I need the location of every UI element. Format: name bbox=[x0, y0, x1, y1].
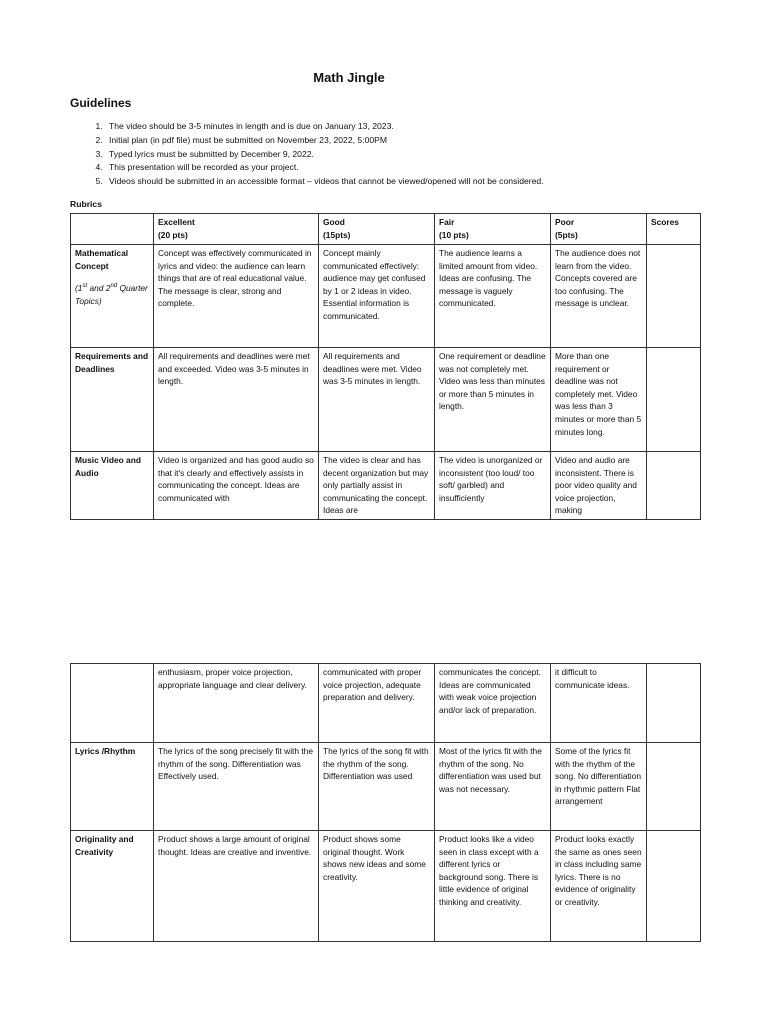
cell-score bbox=[647, 348, 701, 452]
subtitle-sup: st bbox=[82, 283, 88, 290]
row-category bbox=[71, 664, 154, 743]
cell-poor: Some of the lyrics fit with the rhythm of the song. No differentiation in rhythmic pattern Flat arrangement bbox=[551, 743, 647, 831]
rubrics-label: Rubrics bbox=[70, 199, 102, 209]
header-points: (15pts) bbox=[323, 229, 351, 240]
table-row bbox=[71, 348, 701, 452]
cell-good: The video is clear and has decent organization but may only partially assist in communicating the concept. Ideas are bbox=[319, 452, 435, 520]
cell-fair: Product looks like a video seen in class except with a different lyrics or background song. There is little evidence of original thinking and creativity. bbox=[435, 831, 551, 942]
header-cell-empty bbox=[71, 214, 154, 245]
row-category bbox=[71, 245, 154, 348]
cell-poor: More than one requirement or deadline was not completely met. Video was less than 3 minutes or more than 5 minutes long. bbox=[551, 348, 647, 452]
cell-score bbox=[647, 664, 701, 743]
cell-score bbox=[647, 245, 701, 348]
rubric-table-part-1 bbox=[70, 213, 701, 520]
header-cell-scores bbox=[647, 214, 701, 245]
table-header-row bbox=[71, 214, 701, 245]
header-name: Scores bbox=[651, 217, 679, 227]
cell-fair: The video is unorganized or inconsistent (too loud/ too soft/ garbled) and insufficiently bbox=[435, 452, 551, 520]
guideline-item: 4. This presentation will be recorded as your project. bbox=[105, 161, 544, 175]
guidelines-heading: Guidelines bbox=[70, 96, 132, 110]
cell-poor: The audience does not learn from the video. Concepts covered are too confusing. The message is unclear. bbox=[551, 245, 647, 348]
cell-good: Concept mainly communicated effectively: audience may get confused by 1 or 2 ideas in video. Essential information is communicated. bbox=[319, 245, 435, 348]
category-subtitle: (1st and 2nd Quarter Topics) bbox=[75, 283, 148, 306]
row-category: Originality and Creativity bbox=[71, 831, 154, 942]
header-name: Fair bbox=[439, 217, 455, 227]
cell-excellent: Concept was effectively communicated in lyrics and video: the audience can learn things that are of real educational value. The message is clear, strong and complete. bbox=[154, 245, 319, 348]
subtitle-part: and 2 bbox=[87, 283, 111, 294]
cell-good: communicated with proper voice projection, adequate preparation and delivery. bbox=[319, 664, 435, 743]
table-row bbox=[71, 831, 701, 942]
header-cell-fair bbox=[435, 214, 551, 245]
subtitle-part: 1 bbox=[77, 283, 83, 294]
guidelines-list bbox=[85, 120, 544, 189]
guideline-item: 2. Initial plan (in pdf file) must be submitted on November 23, 2022, 5:00PM bbox=[105, 134, 544, 148]
row-category: Lyrics /Rhythm bbox=[71, 743, 154, 831]
cell-fair: communicates the concept. Ideas are communicated with weak voice projection and/or lack of preparation. bbox=[435, 664, 551, 743]
header-name: Poor bbox=[555, 217, 575, 227]
header-name: Good bbox=[323, 217, 345, 227]
header-points: (10 pts) bbox=[439, 229, 469, 240]
subtitle-sup: nd bbox=[110, 283, 118, 290]
row-category: Requirements and Deadlines bbox=[71, 348, 154, 452]
cell-good: Product shows some original thought. Work shows new ideas and some creativity. bbox=[319, 831, 435, 942]
cell-good: The lyrics of the song fit with the rhythm of the song. Differentiation was used bbox=[319, 743, 435, 831]
row-category: Music Video and Audio bbox=[71, 452, 154, 520]
cell-score bbox=[647, 743, 701, 831]
cell-score bbox=[647, 452, 701, 520]
cell-fair: One requirement or deadline was not completely met. Video was less than minutes or more than 5 minutes in length. bbox=[435, 348, 551, 452]
cell-excellent: Product shows a large amount of original thought. Ideas are creative and inventive. bbox=[154, 831, 319, 942]
cell-fair: Most of the lyrics fit with the rhythm of the song. No differentiation was used but was not necessary. bbox=[435, 743, 551, 831]
page-title: Math Jingle bbox=[313, 70, 385, 85]
header-points: (20 pts) bbox=[158, 229, 188, 240]
cell-poor: Product looks exactly the same as ones seen in class including same lyrics. There is no evidence of originality or creativity. bbox=[551, 831, 647, 942]
header-points: (5pts) bbox=[555, 229, 578, 240]
cell-score bbox=[647, 831, 701, 942]
cell-excellent: Video is organized and has good audio so that it's clearly and effectively assists in communicating the concept. Ideas are communicated with bbox=[154, 452, 319, 520]
table-row bbox=[71, 245, 701, 348]
cell-poor: Video and audio are inconsistent. There is poor video quality and voice projection, making bbox=[551, 452, 647, 520]
table-row bbox=[71, 664, 701, 743]
header-cell-poor bbox=[551, 214, 647, 245]
cell-poor: it difficult to communicate ideas. bbox=[551, 664, 647, 743]
category-label: Mathematical Concept bbox=[75, 248, 129, 271]
cell-excellent: The lyrics of the song precisely fit with the rhythm of the song. Differentiation was Effectively used. bbox=[154, 743, 319, 831]
header-cell-good bbox=[319, 214, 435, 245]
cell-excellent: All requirements and deadlines were met and exceeded. Video was 3-5 minutes in length. bbox=[154, 348, 319, 452]
cell-good: All requirements and deadlines were met. Video was 3-5 minutes in length. bbox=[319, 348, 435, 452]
table-row bbox=[71, 743, 701, 831]
cell-fair: The audience learns a limited amount from video. Ideas are confusing. The message is vaguely communicated. bbox=[435, 245, 551, 348]
header-name: Excellent bbox=[158, 217, 195, 227]
table-row bbox=[71, 452, 701, 520]
guideline-item: 1. The video should be 3-5 minutes in length and is due on January 13, 2023. bbox=[105, 120, 544, 134]
guideline-item: 5. Videos should be submitted in an accessible format – videos that cannot be viewed/opened will not be considered. bbox=[105, 175, 544, 189]
header-cell-excellent bbox=[154, 214, 319, 245]
cell-excellent: enthusiasm, proper voice projection, appropriate language and clear delivery. bbox=[154, 664, 319, 743]
guideline-item: 3. Typed lyrics must be submitted by December 9, 2022. bbox=[105, 148, 544, 162]
subtitle-part: Quarter Topics) bbox=[75, 283, 148, 306]
rubric-table-part-2 bbox=[70, 663, 701, 942]
